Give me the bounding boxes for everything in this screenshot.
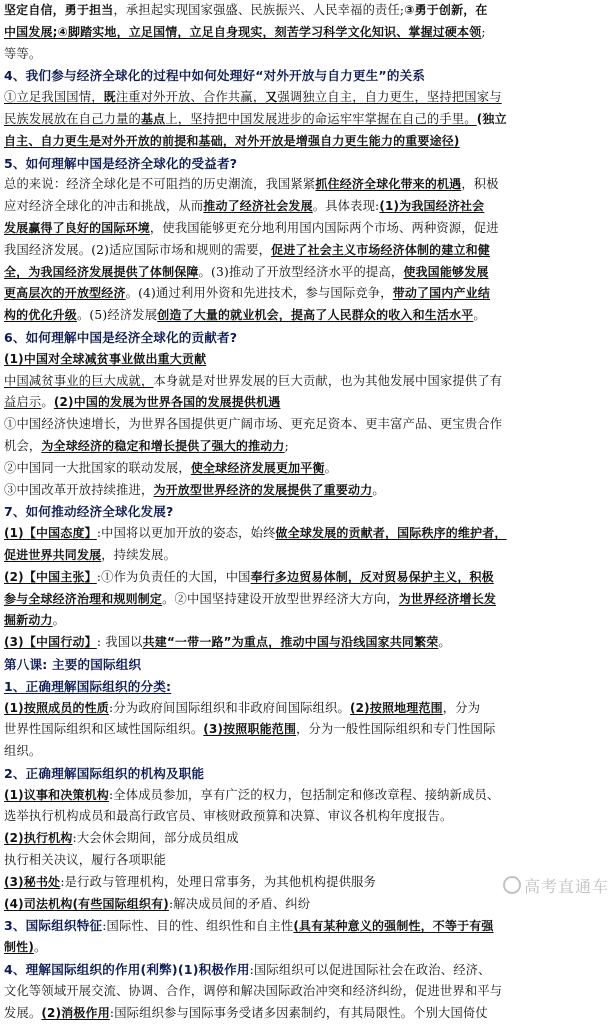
text-run: 促进世界共同发展 bbox=[4, 547, 102, 562]
text-line bbox=[4, 327, 610, 349]
text-run: 制性) bbox=[4, 940, 34, 955]
text-line bbox=[4, 196, 610, 218]
text-run: (1)议事和决策机构 bbox=[4, 787, 109, 802]
text-run: 本身就是对世界发展的巨大贡献，也为其他发展中国家提供了有 bbox=[153, 373, 503, 388]
text-run: 。(5)经济发展 bbox=[76, 308, 158, 323]
watermark-text: 高考直通车 bbox=[523, 877, 609, 896]
text-run: (3)按照职能范围 bbox=[203, 722, 297, 737]
text-line bbox=[4, 741, 610, 763]
text-run: 执行相关决议，履行各项职能 bbox=[4, 853, 166, 868]
text-line bbox=[4, 392, 610, 414]
text-run: 发展。 bbox=[4, 1005, 42, 1020]
text-run: 4、我们参与经济全球化的过程中如何处理好“对外开放与自力更生”的关系 bbox=[4, 68, 426, 84]
text-line bbox=[4, 981, 610, 1003]
text-line bbox=[4, 218, 610, 240]
text-run: 4、理解国际组织的作用(利弊)(1)积极作用 bbox=[4, 962, 250, 978]
text-line bbox=[4, 436, 610, 458]
text-line bbox=[4, 545, 610, 567]
text-run: :分为政府间国际组织和非政府间国际组织。 bbox=[108, 700, 350, 715]
text-run: 应对经济全球化的冲击和挑战，从而 bbox=[4, 199, 204, 214]
text-run: ，使我国能够更充分地利用国内国际两个市场、两种资源，促进 bbox=[149, 220, 499, 235]
text-line bbox=[4, 806, 610, 828]
text-run: 。 bbox=[473, 308, 486, 323]
text-run: :国际性、目的性、组织性和自主性 bbox=[102, 919, 294, 934]
text-run: : 我国以 bbox=[96, 635, 143, 650]
text-line bbox=[4, 65, 610, 87]
text-run: 为开放型世界经济的发展提供了重要动力 bbox=[153, 482, 373, 497]
text-run: :国际组织可以促进国际社会在政治、经济、 bbox=[249, 963, 491, 978]
text-run: 7、如何推动经济全球化发展? bbox=[4, 504, 174, 520]
text-run: 总的来说：经济全球化是不可阻挡的历史潮流，我国紧紧 bbox=[4, 177, 316, 192]
text-run: 构的优化升级 bbox=[4, 308, 77, 323]
text-run: 掘新动力 bbox=[4, 613, 53, 628]
text-line bbox=[4, 87, 610, 109]
text-run: 3、国际组织特征 bbox=[4, 918, 103, 934]
text-run: 为全球经济的稳定和增长提供了强大的推动力 bbox=[41, 438, 285, 453]
watermark-logo-icon bbox=[503, 876, 521, 894]
text-line bbox=[4, 349, 610, 371]
text-line bbox=[4, 153, 610, 175]
text-run: 注重对外开放、合作共赢， bbox=[115, 90, 266, 105]
text-run: ①立足我国国情， bbox=[4, 90, 104, 105]
text-line bbox=[4, 610, 610, 632]
text-run: 。 bbox=[372, 482, 385, 497]
text-line bbox=[4, 850, 610, 872]
text-line bbox=[4, 915, 610, 937]
text-line bbox=[4, 480, 610, 502]
text-run: 中国发展;④脚踏实地，立足国情，立足自身现实，刻苦学习科学文化知识、掌握过硬本领 bbox=[4, 24, 482, 39]
text-run: 我国经济发展。(2)适应国际市场和规则的需要， bbox=[4, 242, 272, 257]
text-line bbox=[4, 109, 610, 131]
text-run: ②中国同一大批国家的联动发展， bbox=[4, 460, 191, 475]
text-run: 。(4)通过利用外资和先进技术，参与国际竞争， bbox=[125, 286, 393, 301]
text-line bbox=[4, 174, 610, 196]
text-line bbox=[4, 371, 610, 393]
text-run: (3)秘书处 bbox=[4, 874, 61, 889]
text-line bbox=[4, 698, 610, 720]
text-line bbox=[4, 763, 610, 785]
text-line bbox=[4, 828, 610, 850]
text-run: 文化等领域开展交流、协调、合作，调停和解决国际政治冲突和经济纠纷，促进世界和平与 bbox=[4, 983, 503, 998]
text-run: 强调独立自主，自力更生，坚持把国家与 bbox=[277, 90, 502, 105]
text-line bbox=[4, 1003, 610, 1024]
text-line bbox=[4, 240, 610, 262]
document-page bbox=[4, 0, 610, 1024]
text-run: 等等。 bbox=[4, 46, 42, 61]
text-run: 奉行多边贸易体制，反对贸易保护主义，积极 bbox=[250, 569, 494, 584]
text-run: ，积极 bbox=[461, 177, 499, 192]
text-run: ③中国改革开放持续推进， bbox=[4, 482, 154, 497]
text-run: 世界性国际组织和区域性国际组织。 bbox=[4, 722, 204, 737]
text-run: (1)【中国态度】 bbox=[4, 526, 97, 541]
text-line bbox=[4, 567, 610, 589]
text-run: 第八课: 主要的国际组织 bbox=[4, 656, 142, 672]
text-run: (2)消极作用 bbox=[41, 1005, 110, 1020]
text-run: 抓住经济全球化带来的机遇 bbox=[315, 177, 462, 192]
text-run: (4)司法机构(有些国际组织有) bbox=[4, 896, 169, 911]
text-line bbox=[4, 131, 610, 153]
text-run: :全体成员参加，享有广泛的权力，包括制定和修改章程、接纳新成员、 bbox=[108, 787, 500, 802]
text-run: 做全球发展的贡献者，国际秩序的维护者， bbox=[275, 526, 507, 541]
text-run: :大会休会期间，部分成员组成 bbox=[72, 831, 239, 846]
text-run: 。 bbox=[33, 940, 47, 955]
text-run: (2)【中国主张】 bbox=[4, 569, 97, 584]
text-run: (2)按照地理范围 bbox=[349, 700, 443, 715]
text-run: 推动了经济社会发展 bbox=[203, 199, 313, 214]
text-run: 参与全球经济治理和规则制定 bbox=[4, 591, 163, 606]
text-run: 既 bbox=[103, 90, 116, 105]
text-run: (1)为我国经济社会 bbox=[379, 199, 485, 214]
text-run: 。 bbox=[438, 635, 451, 650]
text-line bbox=[4, 458, 610, 480]
text-run: ; bbox=[284, 438, 289, 453]
text-line bbox=[4, 283, 610, 305]
text-run: (独立 bbox=[476, 111, 507, 126]
text-run: 基点 bbox=[141, 111, 166, 126]
text-run: 促进了社会主义市场经济体制的建立和健 bbox=[271, 242, 490, 257]
text-run: 组织。 bbox=[4, 744, 42, 759]
text-run: 5、如何理解中国是经济全球化的受益者? bbox=[4, 155, 238, 171]
text-line bbox=[4, 305, 610, 327]
text-run: ，分为一般性国际组织和专门性国际 bbox=[296, 722, 496, 737]
text-line bbox=[4, 523, 610, 545]
text-run: ③勇于创新，在 bbox=[404, 3, 488, 17]
text-run: :国际组织参与国际事务受诸多因素制约，有其局限性。个别大国倚仗 bbox=[109, 1005, 488, 1020]
text-run: ，分为 bbox=[442, 700, 481, 715]
watermark bbox=[503, 874, 609, 897]
text-run: 使全球经济发展更加平衡 bbox=[190, 460, 325, 475]
text-run: 中国减贫事业的巨大成就， bbox=[4, 373, 154, 388]
text-line bbox=[4, 414, 610, 436]
text-run: 为世界经济增长发 bbox=[398, 591, 497, 606]
text-run: ①中国经济快速增长，为世界各国提供更广阔市场、更充足资本、更丰富产品、更宝贵合作 bbox=[4, 417, 503, 432]
text-run: 。(3)推动了开放型经济水平的提高， bbox=[198, 264, 404, 279]
text-run: 全，为我国经济发展提供了体制保障 bbox=[4, 264, 199, 279]
text-run: ，承担起实现国家强盛、民族振兴、人民幸福的责任; bbox=[113, 3, 405, 17]
text-line bbox=[4, 0, 610, 22]
text-run: 。 bbox=[324, 460, 338, 475]
text-run: 2、正确理解国际组织的机构及职能 bbox=[4, 765, 205, 781]
text-run: (3)【中国行动】 bbox=[4, 635, 97, 650]
text-run: 坚定自信，勇于担当 bbox=[4, 3, 114, 17]
text-run: 益启示 bbox=[4, 395, 42, 410]
text-run: 创造了大量的就业机会，提高了人民群众的收入和生活水平 bbox=[157, 308, 474, 323]
text-run: 带动了国内产业结 bbox=[392, 286, 490, 301]
text-run: 。 bbox=[52, 613, 66, 628]
text-run: :解决成员间的矛盾、纠纷 bbox=[168, 896, 311, 911]
text-line bbox=[4, 959, 610, 981]
text-run: 发展赢得了良好的国际环境 bbox=[4, 220, 150, 235]
text-line bbox=[4, 262, 610, 284]
text-run: (2)执行机构 bbox=[4, 831, 73, 846]
text-run: 6、如何理解中国是经济全球化的贡献者? bbox=[4, 329, 238, 345]
text-run: :中国将以更加开放的姿态，始终 bbox=[96, 526, 276, 541]
text-line bbox=[4, 785, 610, 807]
text-run: 又 bbox=[265, 90, 278, 105]
text-run: ; bbox=[481, 24, 486, 39]
text-line bbox=[4, 654, 610, 676]
text-line bbox=[4, 44, 610, 66]
text-run: (具有某种意义的强制性，不等于有强 bbox=[293, 919, 494, 934]
text-run: 机会， bbox=[4, 438, 42, 453]
text-run: 选举执行机构成员和最高行政官员、审核财政预算和决算、审议各机构年度报告。 bbox=[4, 809, 453, 824]
text-line bbox=[4, 501, 610, 523]
text-run: 自主、自力更生是对外开放的前提和基础，对外开放是增强自力更生能力的重要途径) bbox=[4, 133, 460, 148]
text-line bbox=[4, 589, 610, 611]
text-run: :是行政与管理机构，处理日常事务，为其他机构提供服务 bbox=[60, 874, 377, 889]
text-run: 。具体表现: bbox=[312, 199, 380, 214]
text-line bbox=[4, 676, 610, 698]
text-run: :①作为负责任的大国，中国 bbox=[96, 569, 251, 584]
text-run: ，持续发展。 bbox=[101, 547, 177, 562]
text-run: 民族发展放在自己力量的 bbox=[4, 111, 142, 126]
text-run: 1、正确理解国际组织的分类: bbox=[4, 678, 172, 694]
text-run: 使我国能够发展 bbox=[403, 264, 489, 279]
text-run: 。 bbox=[41, 395, 54, 410]
text-run: (2)中国的发展为世界各国的发展提供机遇 bbox=[53, 395, 281, 410]
text-line bbox=[4, 632, 610, 654]
text-run: (1)按照成员的性质 bbox=[4, 700, 109, 715]
text-run: 共建“一带一路”为重点，推动中国与沿线国家共同繁荣 bbox=[142, 635, 439, 650]
text-run: 更高层次的开放型经济 bbox=[4, 286, 126, 301]
text-run: 。②中国坚持建设开放型世界经济大方向， bbox=[162, 591, 399, 606]
text-line bbox=[4, 937, 610, 959]
text-run: 上，坚持把中国发展进步的命运牢牢掌握在自己的手里。 bbox=[165, 111, 477, 126]
text-line bbox=[4, 22, 610, 44]
text-run: (1)中国对全球减贫事业做出重大贡献 bbox=[4, 351, 207, 366]
text-line bbox=[4, 719, 610, 741]
